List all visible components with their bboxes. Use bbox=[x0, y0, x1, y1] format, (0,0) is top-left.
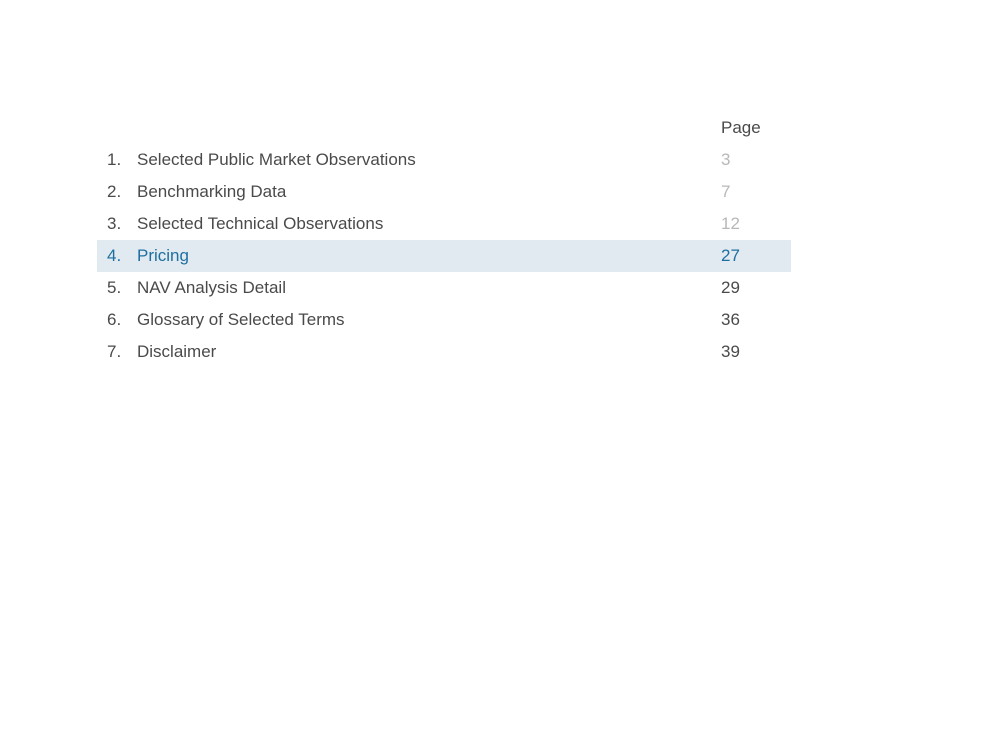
toc-item-number: 7. bbox=[107, 342, 122, 361]
page-column-label: Page bbox=[721, 118, 761, 137]
toc-item-title[interactable]: Selected Technical Observations bbox=[137, 214, 384, 233]
toc-item-number: 6. bbox=[107, 310, 122, 329]
toc-item-page: 7 bbox=[721, 182, 731, 201]
toc-item-title[interactable]: Disclaimer bbox=[137, 342, 217, 361]
toc-header bbox=[97, 112, 791, 144]
toc-item-number: 3. bbox=[107, 214, 122, 233]
toc-item-page: 27 bbox=[721, 246, 740, 265]
toc-item-public-market-observations[interactable] bbox=[97, 144, 791, 176]
toc-item-page: 12 bbox=[721, 214, 740, 233]
toc-item-technical-observations[interactable] bbox=[97, 208, 791, 240]
toc-item-disclaimer[interactable] bbox=[97, 336, 791, 368]
toc-item-glossary[interactable] bbox=[97, 304, 791, 336]
table-of-contents bbox=[97, 112, 791, 368]
toc-item-nav-analysis-detail[interactable] bbox=[97, 272, 791, 304]
toc-item-title[interactable]: Selected Public Market Observations bbox=[137, 150, 416, 169]
toc-item-pricing[interactable] bbox=[97, 240, 791, 272]
toc-item-title[interactable]: Benchmarking Data bbox=[137, 182, 287, 201]
toc-item-number: 2. bbox=[107, 182, 122, 201]
toc-item-page: 39 bbox=[721, 342, 740, 361]
toc-item-page: 36 bbox=[721, 310, 740, 329]
toc-item-page: 3 bbox=[721, 150, 731, 169]
toc-item-number: 1. bbox=[107, 150, 122, 169]
toc-item-number: 4. bbox=[107, 246, 122, 265]
toc-item-benchmarking-data[interactable] bbox=[97, 176, 791, 208]
toc-item-page: 29 bbox=[721, 278, 740, 297]
toc-item-title[interactable]: NAV Analysis Detail bbox=[137, 278, 286, 297]
toc-item-number: 5. bbox=[107, 278, 122, 297]
toc-item-title[interactable]: Glossary of Selected Terms bbox=[137, 310, 345, 329]
toc-item-title[interactable]: Pricing bbox=[137, 246, 189, 265]
